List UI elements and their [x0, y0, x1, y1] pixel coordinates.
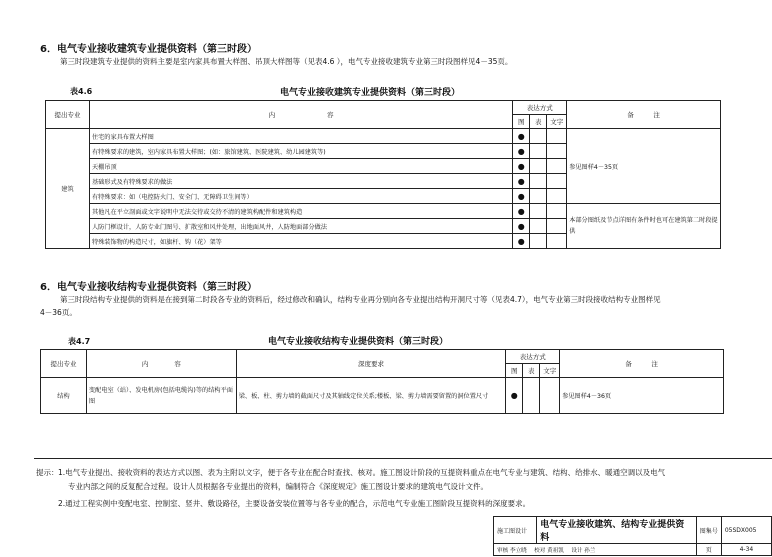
- t46-header-txt: 文字: [547, 115, 567, 129]
- table-cell-mark: ●: [513, 234, 530, 249]
- notes-label: 提示：: [36, 468, 59, 477]
- section2-paragraph-1: 第三时段结构专业提供的资料是在接到第二时段各专业的资料后，经过修改和确认，结构专业再分别向各专业提出结构开洞尺寸等（见表4.7），电气专业第三时段接收结构专业图样见: [60, 295, 661, 304]
- tb-stage: 施工图设计: [494, 517, 537, 544]
- t46-header-express: 表达方式: [513, 101, 567, 115]
- t47-content-cell: 变配电室（站）、发电机房(包括电缆沟)等的结构平面图: [86, 378, 236, 414]
- title-block: [493, 516, 772, 556]
- t47-header-depth: 深度要求: [236, 350, 506, 378]
- table-row: 住宅的家具布置大样图: [89, 129, 512, 144]
- table-cell-mark: ●: [513, 129, 530, 144]
- t47-header-fig: 图: [506, 364, 523, 378]
- tb-page-label: 页: [696, 544, 721, 556]
- tb-atlas-no: 05SDX005: [721, 517, 771, 544]
- t46-header-major: 提出专业: [46, 101, 90, 129]
- table46-title: 电气专业接收建筑专业提供资料（第三时段）: [280, 88, 461, 98]
- table-row: 特殊装饰物的构造尺寸，如旗杆、钩（花）架等: [89, 234, 512, 249]
- t46-header-fig: 图: [513, 115, 530, 129]
- section2-heading: 6．电气专业接收结构专业提供资料（第三时段）: [40, 282, 257, 293]
- table46-label: 表4.6: [70, 87, 93, 96]
- table-cell-mark: ●: [513, 174, 530, 189]
- table47-label: 表4.7: [68, 337, 91, 346]
- t47-header-remark: 备 注: [560, 350, 724, 378]
- t47-header-express: 表达方式: [506, 350, 560, 364]
- tb-design-label: 设计: [571, 547, 583, 554]
- table-cell-mark: ●: [513, 159, 530, 174]
- t47-major-cell: 结构: [41, 378, 87, 414]
- section1-heading: 6．电气专业接收建筑专业提供资料（第三时段）: [40, 44, 257, 55]
- tb-review-name: 李立晓: [509, 547, 527, 554]
- table-row: 人防门框设计，人防专业门图号、扩散室和风井处理，出地面风井，人防地面部分做法: [89, 219, 512, 234]
- t46-header-tab: 表: [530, 115, 547, 129]
- tb-atlas-label: 图集号: [696, 517, 721, 544]
- tb-title: 电气专业接收建筑、结构专业提供资料: [537, 517, 697, 544]
- t46-remark-2: 本部分图纸及节点详图有条件时也可在建筑第二时段提供: [567, 204, 721, 249]
- table47-title: 电气专业接收结构专业提供资料（第三时段）: [268, 337, 449, 347]
- table-cell-mark: ●: [513, 144, 530, 159]
- t47-header-tab: 表: [523, 364, 540, 378]
- tb-signatures: [494, 544, 697, 556]
- t47-header-content: 内 容: [86, 350, 236, 378]
- tb-page-no: 4-34: [721, 544, 771, 556]
- note-1a: 1.电气专业提出、接收资料的表达方式以图、表为主附以文字，便于各专业在配合时查找、核对。施工图设计阶段的互提资料重点在电气专业与建筑、结构、给排水、暖通空调以及电气: [58, 468, 666, 477]
- section1-paragraph: 第三时段建筑专业提供的资料主要是室内家具布置大样图、吊顶大样图等（见表4.6 ），电气专业接收建筑专业第三时段图样见4－35页。: [60, 57, 513, 66]
- table-cell-mark: ●: [513, 219, 530, 234]
- table-cell-mark: ●: [506, 378, 523, 414]
- tb-design-name: 孙兰: [584, 547, 596, 554]
- t46-header-content: 内 容: [89, 101, 512, 129]
- t47-header-txt: 文字: [540, 364, 560, 378]
- tb-check-name: 黄祖凯: [547, 547, 564, 554]
- t46-header-remark: 备 注: [567, 101, 721, 129]
- table-row: 其他凡在平立剖面或文字说明中无法交待或交待不清的建筑构配件和建筑构造: [89, 204, 512, 219]
- table-row: 有特殊要求的建筑，室内家具布置大样图；(如：旅馆建筑、医院建筑、幼儿园建筑等): [89, 144, 512, 159]
- t46-major-cell: 建筑: [46, 129, 90, 249]
- t47-remark-cell: 参见图样4－36页: [560, 378, 724, 414]
- table-row: 有特殊要求：如（电控防火门、安全门、无障碍卫生间等）: [89, 189, 512, 204]
- table-4-7: [40, 349, 724, 414]
- note-1b: 专业内部之间的反复配合过程。设计人员根据各专业提出的资料，编制符合《深度规定》施工图设计要求的建筑电气设计文件。: [68, 482, 488, 491]
- t47-header-major: 提出专业: [41, 350, 87, 378]
- t46-remark-1: 参见图样4－35页: [567, 129, 721, 204]
- notes-divider: [34, 458, 772, 459]
- table-cell-mark: ●: [513, 204, 530, 219]
- tb-check-label: 校对: [534, 547, 546, 554]
- table-row: 天棚吊顶: [89, 159, 512, 174]
- t47-depth-cell: 梁、板、柱、剪力墙的截面尺寸及其轴线定位关系;楼板、梁、剪力墙需要留置的洞位置尺寸: [236, 378, 506, 414]
- table-row: 基础形式及有特殊要求的做法: [89, 174, 512, 189]
- table-4-6: [45, 100, 721, 249]
- note-2: 2.通过工程实例中变配电室、控制室、竖井、敷设路径，主要设备安装位置等与各专业的配合，示范电气专业施工图阶段互提资料的深度要求。: [58, 499, 531, 508]
- table-cell-mark: ●: [513, 189, 530, 204]
- tb-review-label: 审核: [497, 547, 509, 554]
- section2-paragraph-2: 4－36页。: [40, 308, 77, 317]
